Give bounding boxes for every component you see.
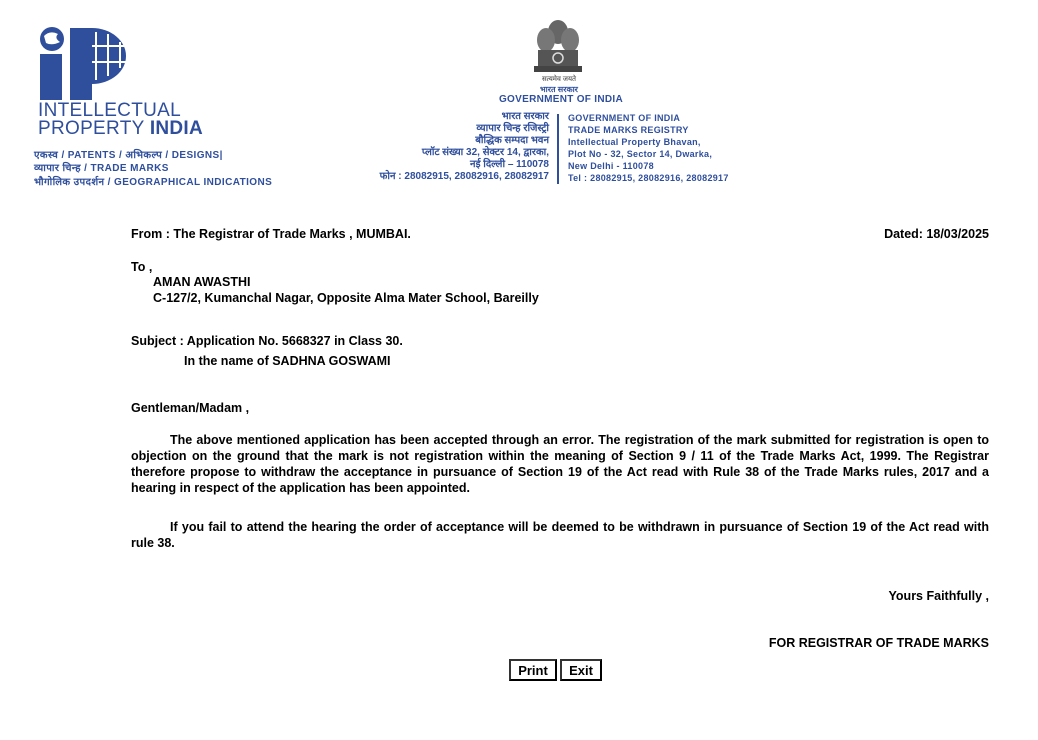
salutation: Gentleman/Madam , (131, 401, 250, 415)
action-buttons (509, 659, 602, 681)
hindi-address-line: बौद्धिक सम्पदा भवन (475, 135, 549, 146)
applicant-name-line: In the name of SADHNA GOSWAMI (184, 354, 391, 368)
ip-india-title (38, 102, 203, 138)
hindi-address-line: प्लॉट संख्या 32, सेक्टर 14, द्वारका, (421, 147, 549, 158)
to-label: To , (131, 260, 153, 274)
body-paragraph-2: If you fail to attend the hearing the order of acceptance will be deemed to be withdrawn in pursuance of Section 19 of the Act read with rule 38. (131, 520, 989, 550)
address-divider (557, 114, 559, 184)
ip-india-title-line2: PROPERTY (38, 118, 150, 139)
english-address-line: GOVERNMENT OF INDIA (568, 113, 681, 123)
government-of-india-title: GOVERNMENT OF INDIA (498, 94, 624, 105)
hindi-address-line: नई दिल्ली – 110078 (470, 159, 549, 170)
subject-line: Subject : Application No. 5668327 in Class 30. (131, 334, 403, 348)
national-emblem-icon (530, 16, 586, 84)
english-address-line: Tel : 28082915, 28082916, 28082917 (568, 173, 729, 183)
bharat-sarkar-label: भारत सरकार (540, 85, 578, 94)
recipient-address: C-127/2, Kumanchal Nagar, Opposite Alma Mater School, Bareilly (153, 291, 539, 305)
ip-india-sub-line1: एकस्व / PATENTS / अभिकल्प / DESIGNS| (34, 150, 223, 161)
closing: Yours Faithfully , (888, 589, 989, 603)
ip-india-title-line1: INTELLECTUAL (38, 100, 181, 121)
english-address-block (568, 112, 729, 184)
signature-line: FOR REGISTRAR OF TRADE MARKS (768, 636, 989, 650)
from-row (131, 226, 989, 242)
exit-button[interactable]: Exit (560, 659, 602, 681)
recipient-name: AMAN AWASTHI (153, 275, 251, 289)
ip-india-title-bold: INDIA (149, 118, 204, 139)
hindi-address-block (380, 111, 549, 183)
ip-india-logo-icon (38, 26, 158, 104)
government-motto: सत्यमेव जयते (541, 76, 577, 83)
ip-india-sub-line3: भौगोलिक उपदर्शन / GEOGRAPHICAL INDICATIONS (34, 177, 273, 188)
english-address-line: Intellectual Property Bhavan, (568, 137, 701, 147)
print-button[interactable]: Print (509, 659, 557, 681)
hindi-address-line: व्यापार चिन्ह रजिस्ट्री (476, 123, 549, 134)
english-address-line: TRADE MARKS REGISTRY (568, 125, 689, 135)
hindi-address-line: भारत सरकार (501, 111, 549, 122)
body-paragraph-1: The above mentioned application has been accepted through an error. The registration of the mark submitted for registration is open to objection on the ground that the mark is not registration within the meaning of Section 9 / 11 of the Trade Marks Act, 1999. The Registrar therefore propose to withdraw the acceptance in pursuance of Section 19 of the Act read with Rule 38 of the Trade Marks rules, 2017 and a hearing in respect of the application has been appointed. (131, 433, 989, 495)
english-address-line: New Delhi - 110078 (568, 161, 654, 171)
english-address-line: Plot No - 32, Sector 14, Dwarka, (568, 149, 713, 159)
ip-india-sub-line2: व्यापार चिन्ह / TRADE MARKS (34, 163, 169, 174)
from-text: From : The Registrar of Trade Marks , MUMBAI. (131, 227, 411, 241)
hindi-address-line: फोन : 28082915, 28082916, 28082917 (379, 171, 549, 182)
dated-text: Dated: 18/03/2025 (884, 227, 989, 241)
